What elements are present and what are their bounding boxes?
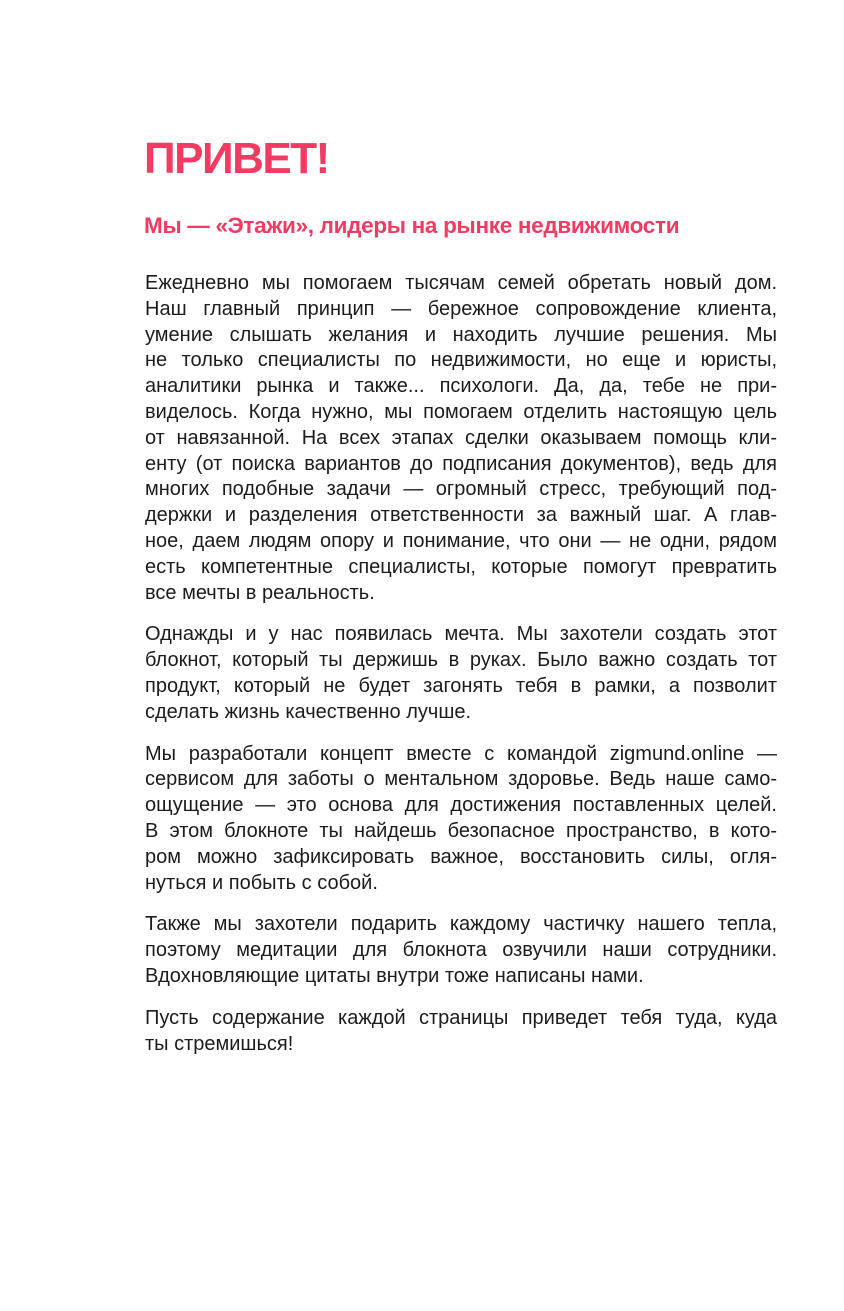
paragraph-line: поэтому медитации для блокнота озвучили наши сотрудники. bbox=[145, 939, 777, 962]
paragraph-line: все мечты в реальность. bbox=[145, 581, 375, 604]
paragraph-line: ное, даем людям опору и понимание, что они — не одни, рядом bbox=[145, 529, 777, 552]
paragraph-line: блокнот, который ты держишь в руках. Было важно создать тот bbox=[145, 649, 777, 672]
paragraph-line: продукт, который не будет загонять тебя в рамки, а позволит bbox=[145, 674, 777, 697]
page-subtitle: Мы — «Этажи», лидеры на рынке недвижимости bbox=[144, 213, 680, 238]
paragraph bbox=[145, 271, 777, 606]
paragraph-line: умение слышать желания и находить лучшие решения. Мы bbox=[145, 323, 777, 346]
body-paragraphs bbox=[145, 271, 777, 1073]
paragraph-line: Наш главный принцип — бережное сопровождение клиента, bbox=[145, 297, 777, 320]
paragraph-line: ром можно зафиксировать важное, восстановить силы, огля- bbox=[145, 845, 777, 868]
paragraph-line: нуться и побыть с собой. bbox=[145, 871, 378, 894]
paragraph-line: енту (от поиска вариантов до подписания документов), ведь для bbox=[145, 452, 777, 475]
paragraph-line: виделось. Когда нужно, мы помогаем отделить настоящую цель bbox=[145, 400, 777, 423]
paragraph-line: не только специалисты по недвижимости, но еще и юристы, bbox=[145, 349, 777, 372]
paragraph-line: есть компетентные специалисты, которые помогут превратить bbox=[145, 555, 777, 578]
paragraph-line: держки и разделения ответственности за важный шаг. А глав- bbox=[145, 504, 777, 527]
paragraph-line: ощущение — это основа для достижения поставленных целей. bbox=[145, 794, 777, 817]
paragraph-line: сделать жизнь качественно лучше. bbox=[145, 700, 472, 723]
paragraph-line: Вдохновляющие цитаты внутри тоже написаны нами. bbox=[145, 964, 644, 987]
paragraph-line: Пусть содержание каждой страницы приведет тебя туда, куда bbox=[145, 1006, 777, 1029]
paragraph-line: Мы разработали концепт вместе с командой zigmund.online — bbox=[145, 742, 777, 765]
paragraph bbox=[145, 622, 777, 725]
paragraph-line: Однажды и у нас появилась мечта. Мы захотели создать этот bbox=[145, 623, 777, 646]
paragraph bbox=[145, 912, 777, 989]
paragraph-line: от навязанной. На всех этапах сделки оказываем помощь кли- bbox=[145, 426, 777, 449]
page-title: ПРИВЕТ! bbox=[144, 134, 329, 183]
paragraph-line: сервисом для заботы о ментальном здоровье. Ведь наше само- bbox=[145, 768, 777, 791]
paragraph-line: многих подобные задачи — огромный стресс, требующий под- bbox=[145, 478, 777, 501]
paragraph bbox=[145, 1006, 777, 1058]
paragraph-line: Ежедневно мы помогаем тысячам семей обретать новый дом. bbox=[145, 272, 777, 294]
paragraph-line: В этом блокноте ты найдешь безопасное пространство, в кото- bbox=[145, 819, 777, 842]
paragraph-line: Также мы захотели подарить каждому частичку нашего тепла, bbox=[145, 913, 777, 936]
paragraph-line: аналитики рынка и также... психологи. Да, да, тебе не при- bbox=[145, 375, 777, 398]
paragraph bbox=[145, 742, 777, 897]
paragraph-line: ты стремишься! bbox=[145, 1032, 294, 1055]
